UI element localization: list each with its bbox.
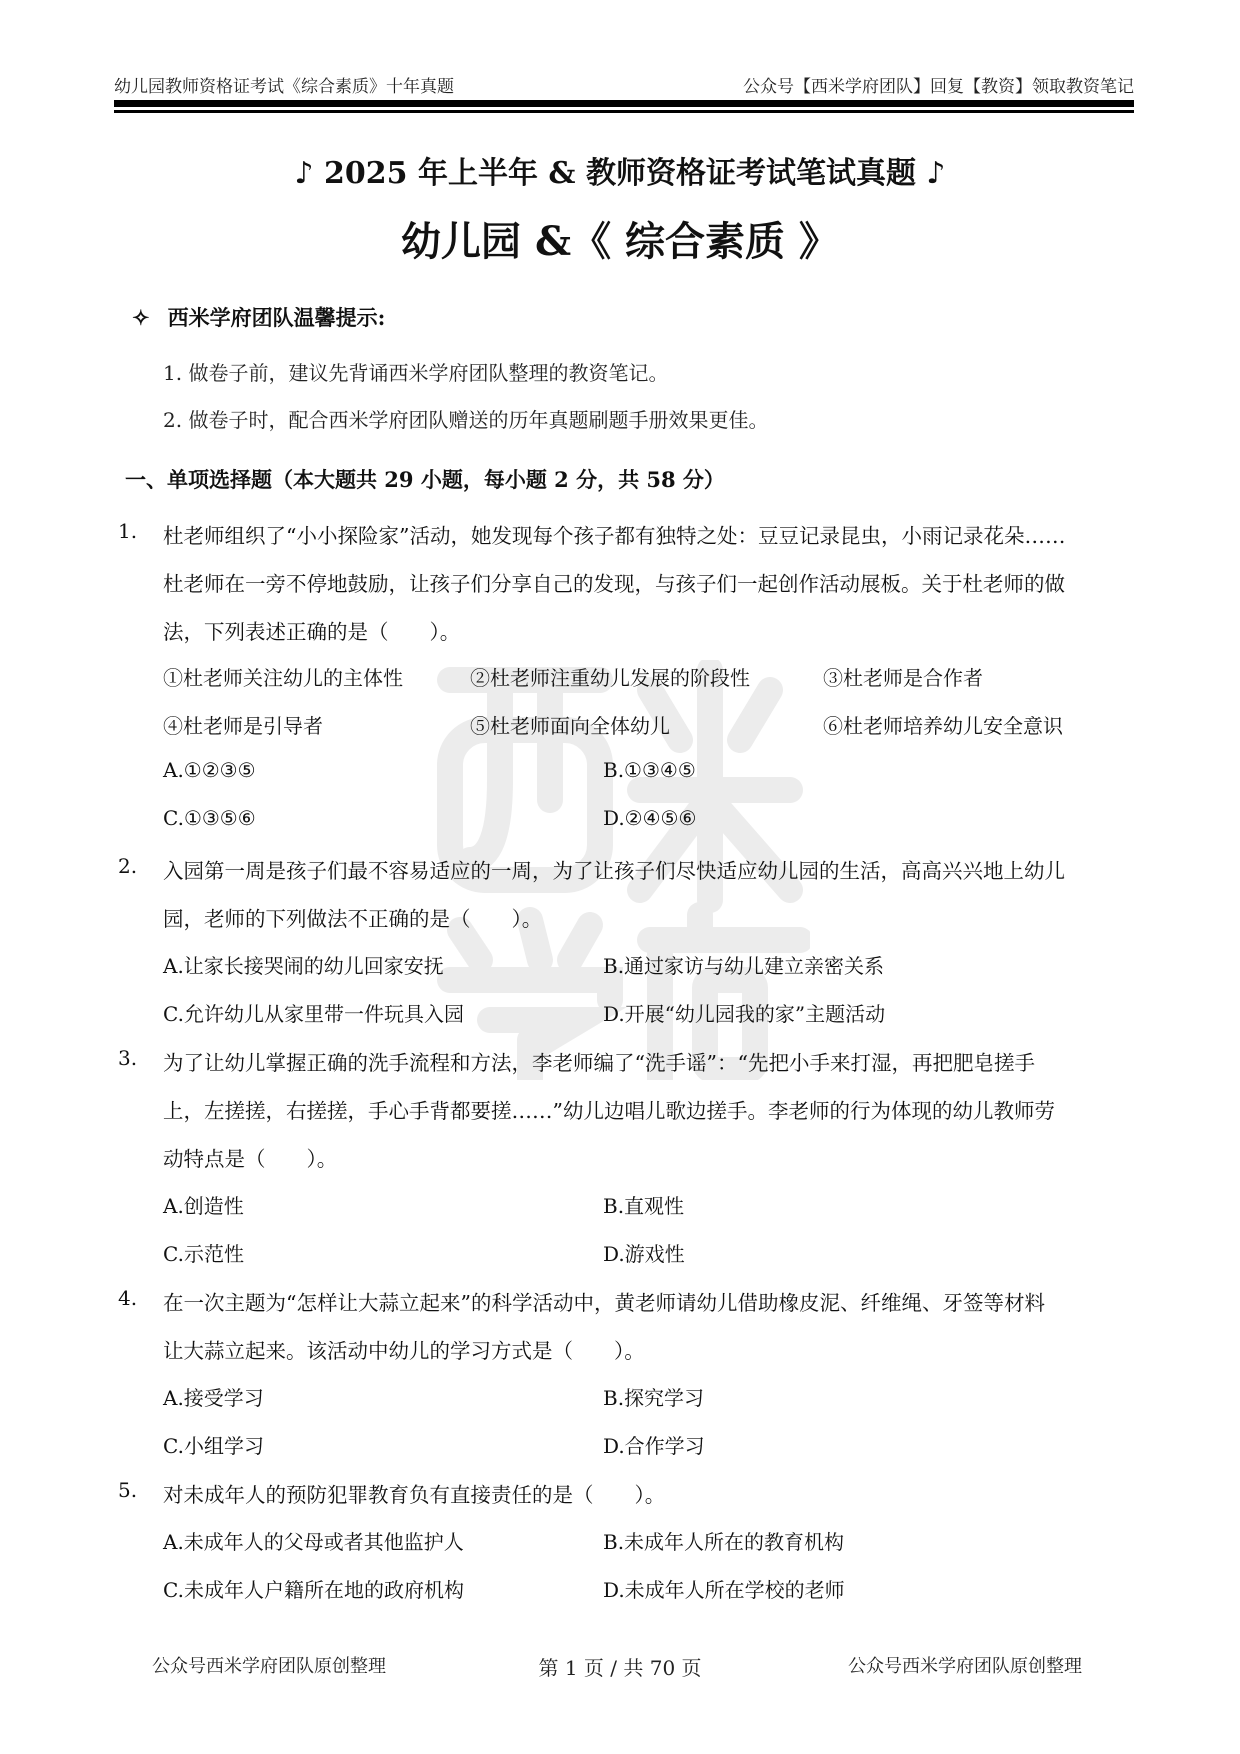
answer-option[interactable]: B.①③④⑤ xyxy=(603,758,696,782)
question-number: 5. xyxy=(118,1478,138,1502)
answer-option[interactable]: B.探究学习 xyxy=(603,1386,705,1410)
statement: ⑤杜老师面向全体幼儿 xyxy=(470,714,670,738)
statement: ⑥杜老师培养幼儿安全意识 xyxy=(823,714,1063,738)
answer-option[interactable]: A.接受学习 xyxy=(163,1386,264,1410)
answer-option[interactable]: D.合作学习 xyxy=(603,1434,705,1458)
tip-item: 1. 做卷子前，建议先背诵西米学府团队整理的教资笔记。 xyxy=(163,361,669,385)
header-title: 幼儿园教师资格证考试《综合素质》十年真题 xyxy=(114,77,454,97)
header-rule-thin xyxy=(114,110,1134,113)
answer-option[interactable]: A.未成年人的父母或者其他监护人 xyxy=(163,1530,464,1554)
answer-option[interactable]: B.未成年人所在的教育机构 xyxy=(603,1530,845,1554)
question-number: 2. xyxy=(118,854,138,878)
question-number: 1. xyxy=(118,519,138,543)
section-heading: 一、单项选择题（本大题共 29 小题，每小题 2 分，共 58 分） xyxy=(125,467,725,492)
diamond-star-icon: ✧ xyxy=(132,305,150,330)
answer-option[interactable]: C.小组学习 xyxy=(163,1434,264,1458)
answer-option[interactable]: A.让家长接哭闹的幼儿回家安抚 xyxy=(163,954,444,978)
answer-option[interactable]: C.示范性 xyxy=(163,1242,244,1266)
tips-heading-text: 西米学府团队温馨提示: xyxy=(167,305,386,330)
answer-option[interactable]: A.创造性 xyxy=(163,1194,244,1218)
subject-title: 幼儿园 &《 综合素质 》 xyxy=(401,218,839,265)
question-text: 对未成年人的预防犯罪教育负有直接责任的是（ ）。 xyxy=(163,1483,666,1507)
question-text: 让大蒜立起来。该活动中幼儿的学习方式是（ ）。 xyxy=(163,1339,645,1363)
answer-option[interactable]: D.游戏性 xyxy=(603,1242,685,1266)
question-text: 杜老师组织了“小小探险家”活动，她发现每个孩子都有独特之处：豆豆记录昆虫，小雨记录花朵…… xyxy=(163,524,1066,548)
answer-option[interactable]: D.②④⑤⑥ xyxy=(603,806,697,830)
answer-option[interactable]: D.未成年人所在学校的老师 xyxy=(603,1578,845,1602)
page-header xyxy=(114,72,1134,97)
question-text: 杜老师在一旁不停地鼓励，让孩子们分享自己的发现，与孩子们一起创作活动展板。关于杜老师的做 xyxy=(163,572,1065,596)
question-text: 为了让幼儿掌握正确的洗手流程和方法，李老师编了“洗手谣”：“先把小手来打湿，再把肥皂搓手 xyxy=(163,1051,1035,1075)
answer-option[interactable]: A.①②③⑤ xyxy=(163,758,256,782)
tip-item: 2. 做卷子时，配合西米学府团队赠送的历年真题刷题手册效果更佳。 xyxy=(163,408,769,432)
header-rule-thick xyxy=(114,100,1134,107)
statement: ②杜老师注重幼儿发展的阶段性 xyxy=(470,666,750,690)
statement: ④杜老师是引导者 xyxy=(163,714,323,738)
question-text: 动特点是（ ）。 xyxy=(163,1147,338,1171)
footer-credit-right: 公众号西米学府团队原创整理 xyxy=(848,1656,1082,1677)
question-text: 上，左搓搓，右搓搓，手心手背都要搓……”幼儿边唱儿歌边搓手。李老师的行为体现的幼儿教师劳 xyxy=(163,1099,1055,1123)
answer-option[interactable]: B.通过家访与幼儿建立亲密关系 xyxy=(603,954,885,978)
answer-option[interactable]: B.直观性 xyxy=(603,1194,685,1218)
answer-option[interactable]: C.①③⑤⑥ xyxy=(163,806,256,830)
question-text: 入园第一周是孩子们最不容易适应的一周，为了让孩子们尽快适应幼儿园的生活，高高兴兴地上幼儿 xyxy=(163,859,1065,883)
header-promo: 公众号【西米学府团队】回复【教资】领取教资笔记 xyxy=(743,77,1134,97)
exam-title: ♪ 2025 年上半年 & 教师资格证考试笔试真题 ♪ xyxy=(294,156,946,191)
question-text: 法，下列表述正确的是（ ）。 xyxy=(163,620,461,644)
tips-heading xyxy=(132,302,385,332)
page-number: 第 1 页 / 共 70 页 xyxy=(538,1656,702,1680)
footer-credit-left: 公众号西米学府团队原创整理 xyxy=(152,1656,386,1677)
question-text: 园，老师的下列做法不正确的是（ ）。 xyxy=(163,907,543,931)
answer-option[interactable]: D.开展“幼儿园我的家”主题活动 xyxy=(603,1002,886,1026)
statement: ①杜老师关注幼儿的主体性 xyxy=(163,666,403,690)
question-number: 3. xyxy=(118,1046,138,1070)
question-text: 在一次主题为“怎样让大蒜立起来”的科学活动中，黄老师请幼儿借助橡皮泥、纤维绳、牙签等材料 xyxy=(163,1291,1045,1315)
answer-option[interactable]: C.未成年人户籍所在地的政府机构 xyxy=(163,1578,464,1602)
answer-option[interactable]: C.允许幼儿从家里带一件玩具入园 xyxy=(163,1002,464,1026)
statement: ③杜老师是合作者 xyxy=(823,666,983,690)
question-number: 4. xyxy=(118,1286,138,1310)
